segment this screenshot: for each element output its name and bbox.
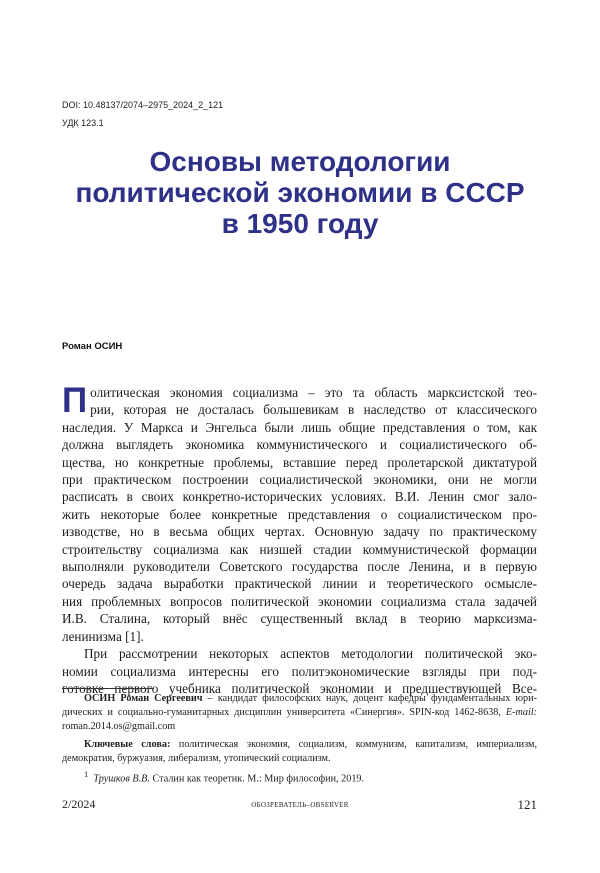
email-label: E-mail: [505,706,537,718]
doi-line: DOI: 10.48137/2074–2975_2024_2_121 [62,100,224,110]
body-line: расписать в своих конкретно-исторических условиях. В.И. Ленин смог зало- [62,489,537,505]
body-line: И.В. Сталина, который внёс существенный вклад в теорию марксизма- [62,611,537,627]
title-line: в 1950 году [221,208,379,239]
author-name: Роман ОСИН [62,341,123,352]
bio-email[interactable]: roman.2014.os@gmail.com [62,720,176,732]
body-line: номии социализма интересны его политэкономические взгляды при под- [62,663,537,679]
body-line: строительству социализма как низшей стадии коммунистической формации [62,541,537,557]
body-line: должна выглядеть экономика коммунистического и социалистического об- [62,437,537,453]
body-line: выполняли руководители Советского государства после Ленина, и в первую [62,559,537,575]
footnote-text: Сталин как теоретик. М.: Мир философии, 2019. [149,773,365,785]
body-line: очередь задача выработки практической линии и теоретического осмысле- [62,576,537,592]
keywords-text: политическая экономия, социализм, коммунизм, капитализм, империализм, [170,739,537,750]
keywords-line [62,738,537,752]
drop-cap: П [62,381,88,420]
bio-text: дических и социально-гуманитарных дисциплин университета «Синергия». SPIN-код 1462-8638, [62,706,506,718]
article-title [40,146,560,239]
keywords [62,738,537,766]
body-line: рии, которая не досталась большевикам в наследство от классического [90,402,537,418]
issue-number: 2/2024 [62,797,96,811]
article-body [62,381,537,697]
body-line: готовке первого учебника политической экономии и предшествующей Все- [62,680,537,696]
journal-name: ОБОЗРЕВАТЕЛЬ–OBSERVER [251,801,349,809]
footnote-mark: 1 [84,769,89,779]
bio-text: – кандидат философских наук, доцент кафедры фундаментальных юри- [202,693,537,704]
footnote-line [62,768,537,786]
udk-line: УДК 123.1 [62,118,104,128]
footnote [62,768,537,786]
body-line: ния проблемных вопросов политической экономии социализма стала задачей [62,593,537,609]
bio-name: ОСИН Роман Сергеевич [84,693,203,704]
body-line: изводстве, но в весьма общих чертах. Основную задачу по практическому [62,524,537,540]
body-line: При рассмотрении некоторых аспектов методологии политической эко- [84,646,537,662]
title-line: Основы методологии [149,146,451,177]
title-line: политической экономии в СССР [75,177,525,208]
footnote-author: Трушков В.В. [93,773,150,785]
body-line: жить некоторые более конкретные представления о социалистическом про- [62,506,537,522]
footnote-divider [62,688,154,689]
body-line: ленинизма [1]. [62,628,144,644]
bio-line [62,706,537,720]
body-line: при практическом построении социалистической экономики, они не могли [62,472,537,488]
body-line: наследия. У Маркса и Энгельса были лишь общие представления о том, как [62,419,537,435]
author-bio [62,692,537,733]
page-number: 121 [517,797,537,812]
keywords-line: демократия, буржуазия, либерализм, утопический социализм. [62,752,331,764]
body-line: олитическая экономия социализма – это та область марксистской тео- [90,385,537,400]
body-line: щества, но конкретные проблемы, вставшие перед пролетарской диктатурой [62,454,537,470]
keywords-label: Ключевые слова: [84,739,171,750]
bio-line [62,692,537,706]
